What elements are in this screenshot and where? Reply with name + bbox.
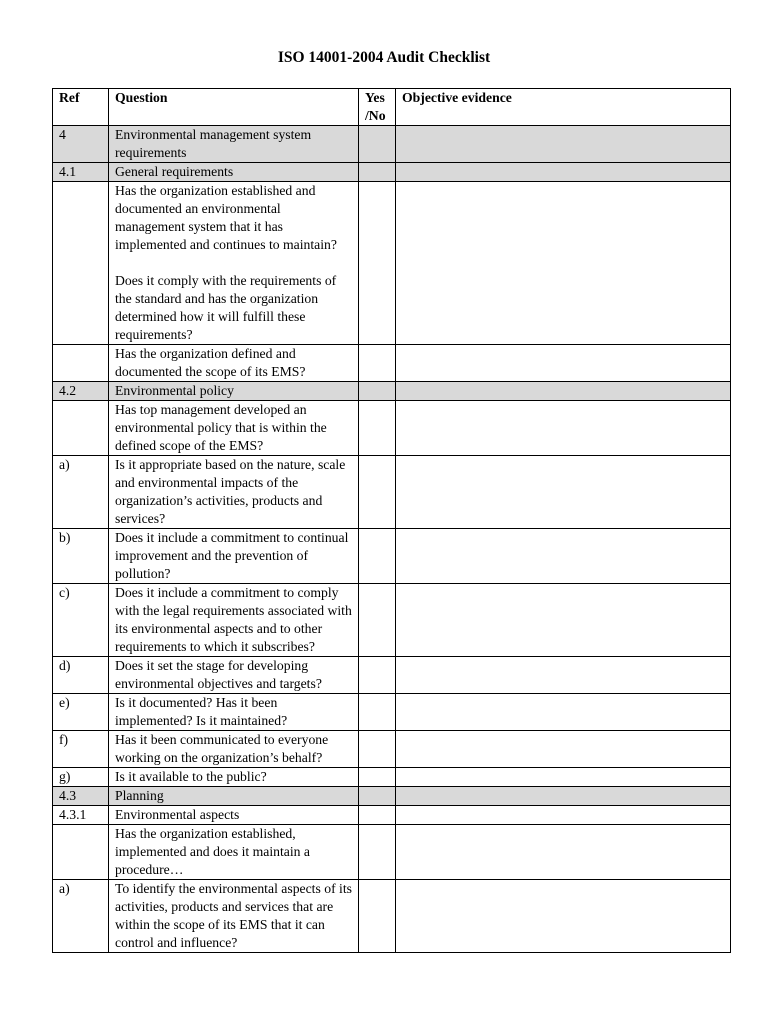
yes-no-cell[interactable] bbox=[359, 529, 396, 584]
objective-evidence-cell[interactable] bbox=[396, 182, 731, 345]
ref-cell: g) bbox=[53, 768, 109, 787]
objective-evidence-cell[interactable] bbox=[396, 731, 731, 768]
document-title: ISO 14001-2004 Audit Checklist bbox=[277, 49, 491, 66]
table-header-row bbox=[53, 89, 731, 126]
ref-cell bbox=[53, 345, 109, 382]
question-text: Has the organization established and documented an environmental management system that it has implemented and continues to maintain? bbox=[115, 183, 337, 252]
audit-checklist-table bbox=[52, 88, 731, 953]
yes-no-cell[interactable] bbox=[359, 880, 396, 953]
question-cell: Planning bbox=[109, 787, 359, 806]
question-cell: Does it set the stage for developing environmental objectives and targets? bbox=[109, 657, 359, 694]
question-cell: Does it include a commitment to comply with the legal requirements associated with its environmental aspects and to other requirements to which it subscribes? bbox=[109, 584, 359, 657]
objective-evidence-cell[interactable] bbox=[396, 825, 731, 880]
column-header-objective-evidence: Objective evidence bbox=[396, 89, 731, 126]
ref-cell: d) bbox=[53, 657, 109, 694]
ref-cell bbox=[53, 182, 109, 345]
table-row-section bbox=[53, 126, 731, 163]
question-cell: Has the organization defined and documented the scope of its EMS? bbox=[109, 345, 359, 382]
yes-no-cell[interactable] bbox=[359, 768, 396, 787]
yes-no-cell[interactable] bbox=[359, 456, 396, 529]
question-cell: Has top management developed an environmental policy that is within the defined scope of the EMS? bbox=[109, 401, 359, 456]
table-row bbox=[53, 768, 731, 787]
table-row bbox=[53, 529, 731, 584]
ref-cell: a) bbox=[53, 456, 109, 529]
yes-no-cell[interactable] bbox=[359, 126, 396, 163]
ref-cell: c) bbox=[53, 584, 109, 657]
question-cell: Does it include a commitment to continual improvement and the prevention of pollution? bbox=[109, 529, 359, 584]
yes-no-cell[interactable] bbox=[359, 787, 396, 806]
table-row bbox=[53, 880, 731, 953]
ref-cell: 4 bbox=[53, 126, 109, 163]
yes-no-cell[interactable] bbox=[359, 694, 396, 731]
table-row bbox=[53, 806, 731, 825]
objective-evidence-cell[interactable] bbox=[396, 806, 731, 825]
table-row bbox=[53, 657, 731, 694]
question-text: Does it comply with the requirements of the standard and has the organization determined how it will fulfill these requirements? bbox=[115, 273, 337, 342]
yes-no-cell[interactable] bbox=[359, 731, 396, 768]
ref-cell: f) bbox=[53, 731, 109, 768]
objective-evidence-cell[interactable] bbox=[396, 382, 731, 401]
yes-no-cell[interactable] bbox=[359, 584, 396, 657]
yes-no-cell[interactable] bbox=[359, 182, 396, 345]
table-row bbox=[53, 401, 731, 456]
ref-cell bbox=[53, 401, 109, 456]
table-row bbox=[53, 731, 731, 768]
ref-cell: 4.1 bbox=[53, 163, 109, 182]
objective-evidence-cell[interactable] bbox=[396, 456, 731, 529]
objective-evidence-cell[interactable] bbox=[396, 345, 731, 382]
ref-cell: 4.3.1 bbox=[53, 806, 109, 825]
yes-no-cell[interactable] bbox=[359, 806, 396, 825]
table-row bbox=[53, 345, 731, 382]
objective-evidence-cell[interactable] bbox=[396, 584, 731, 657]
question-cell: Has the organization established, implemented and does it maintain a procedure… bbox=[109, 825, 359, 880]
column-header-ref: Ref bbox=[53, 89, 109, 126]
question-cell bbox=[109, 182, 359, 345]
table-row bbox=[53, 694, 731, 731]
question-cell: Environmental aspects bbox=[109, 806, 359, 825]
objective-evidence-cell[interactable] bbox=[396, 529, 731, 584]
objective-evidence-cell[interactable] bbox=[396, 163, 731, 182]
question-cell: General requirements bbox=[109, 163, 359, 182]
table-row bbox=[53, 456, 731, 529]
ref-cell: e) bbox=[53, 694, 109, 731]
yes-no-cell[interactable] bbox=[359, 657, 396, 694]
ref-cell: 4.2 bbox=[53, 382, 109, 401]
yes-no-cell[interactable] bbox=[359, 825, 396, 880]
question-cell: Environmental management system requirements bbox=[109, 126, 359, 163]
question-cell: Is it available to the public? bbox=[109, 768, 359, 787]
yes-no-cell[interactable] bbox=[359, 345, 396, 382]
question-cell: Has it been communicated to everyone working on the organization’s behalf? bbox=[109, 731, 359, 768]
ref-cell bbox=[53, 825, 109, 880]
table-row-section bbox=[53, 787, 731, 806]
question-cell: To identify the environmental aspects of its activities, products and services that are within the scope of its EMS that it can control and influence? bbox=[109, 880, 359, 953]
question-cell: Is it appropriate based on the nature, scale and environmental impacts of the organization’s activities, products and services? bbox=[109, 456, 359, 529]
yes-no-cell[interactable] bbox=[359, 163, 396, 182]
yes-no-cell[interactable] bbox=[359, 401, 396, 456]
ref-cell: 4.3 bbox=[53, 787, 109, 806]
objective-evidence-cell[interactable] bbox=[396, 657, 731, 694]
ref-cell: b) bbox=[53, 529, 109, 584]
table-row-section bbox=[53, 163, 731, 182]
question-cell: Environmental policy bbox=[109, 382, 359, 401]
table-row-section bbox=[53, 382, 731, 401]
table-row bbox=[53, 825, 731, 880]
column-header-question: Question bbox=[109, 89, 359, 126]
objective-evidence-cell[interactable] bbox=[396, 126, 731, 163]
yes-no-cell[interactable] bbox=[359, 382, 396, 401]
objective-evidence-cell[interactable] bbox=[396, 787, 731, 806]
table-row bbox=[53, 182, 731, 345]
objective-evidence-cell[interactable] bbox=[396, 880, 731, 953]
question-cell: Is it documented? Has it been implemented? Is it maintained? bbox=[109, 694, 359, 731]
objective-evidence-cell[interactable] bbox=[396, 694, 731, 731]
objective-evidence-cell[interactable] bbox=[396, 768, 731, 787]
table-row bbox=[53, 584, 731, 657]
objective-evidence-cell[interactable] bbox=[396, 401, 731, 456]
column-header-yes-no: Yes /No bbox=[359, 89, 396, 126]
ref-cell: a) bbox=[53, 880, 109, 953]
